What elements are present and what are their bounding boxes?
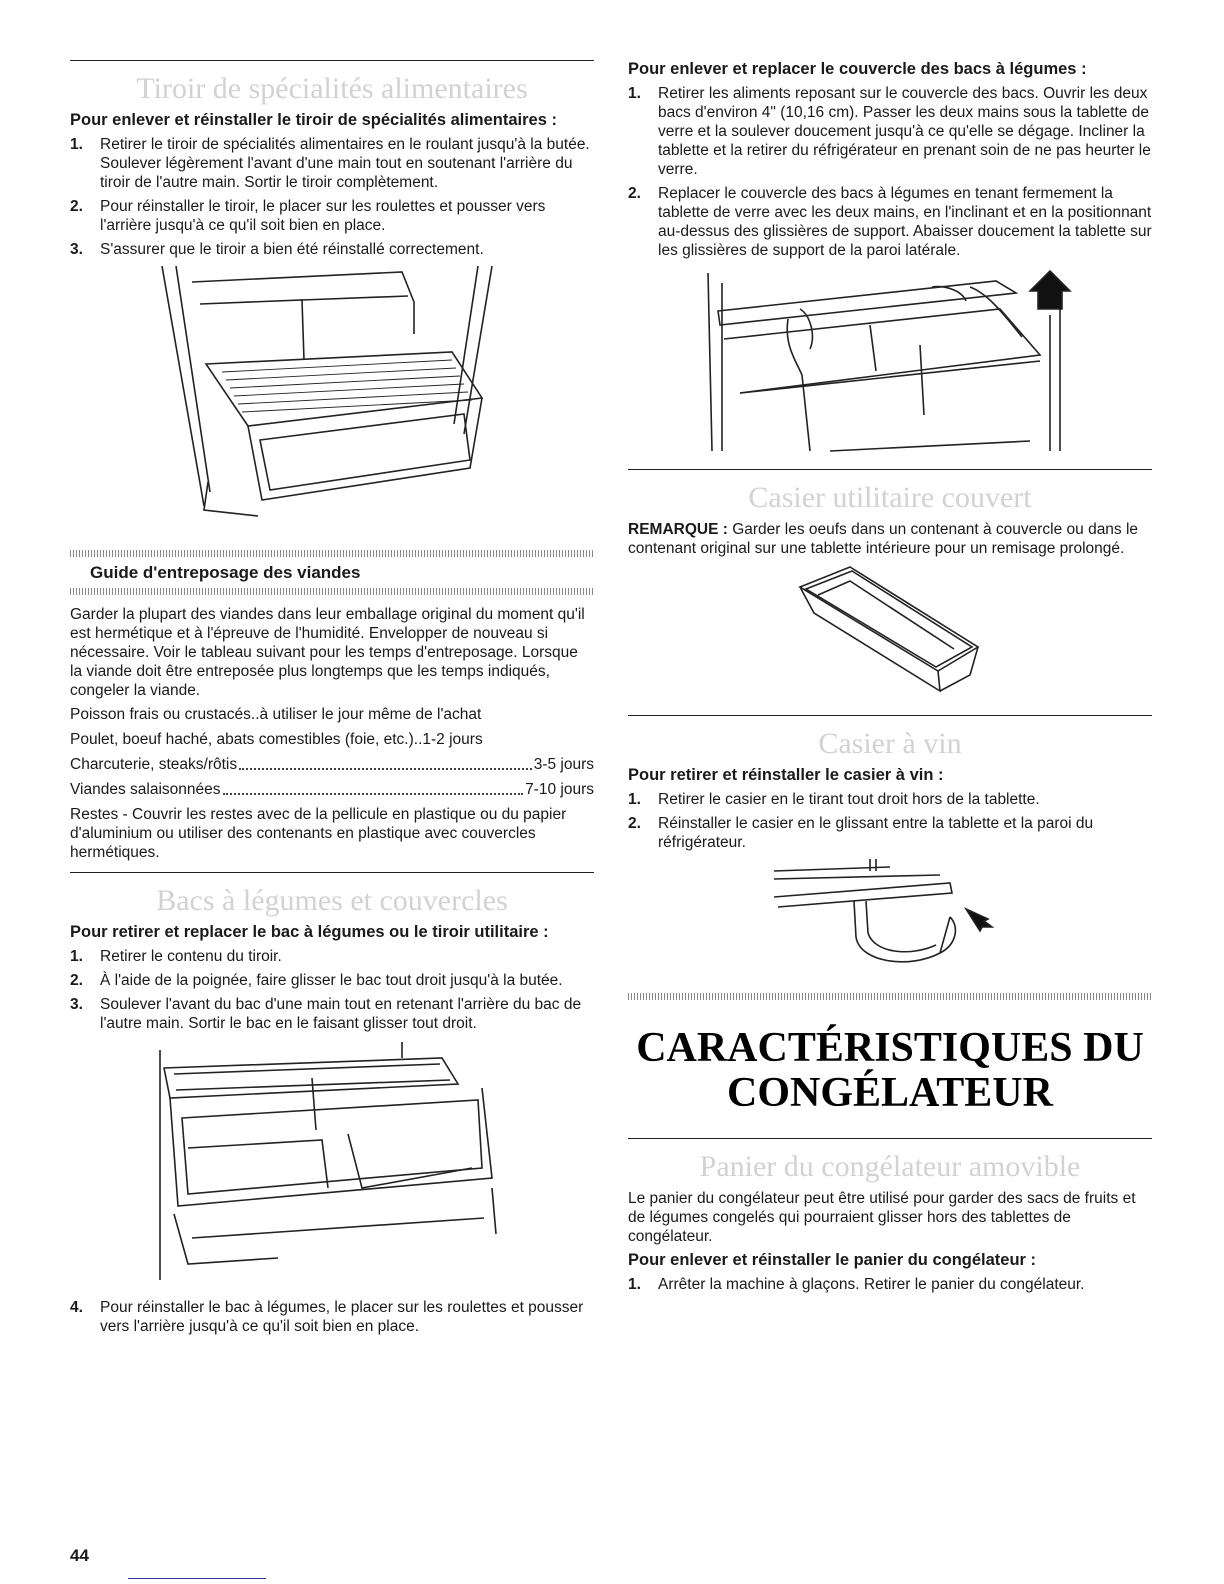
section-hatch [70, 588, 594, 595]
step-text: À l'aide de la poignée, faire glisser le bac tout droit jusqu'à la butée. [100, 972, 563, 989]
step-item [70, 1298, 594, 1336]
step-item [628, 790, 1152, 809]
remarque [628, 520, 1152, 558]
steps-couvercle [628, 84, 1152, 260]
storage-row [70, 705, 594, 724]
footer-rule [128, 1578, 266, 1579]
step-item [70, 197, 594, 235]
step-text: Retirer le casier en le tirant tout droit hors de la tablette. [658, 791, 1040, 808]
guide-title: Guide d'entreposage des viandes [90, 563, 361, 582]
chapter-title-line: CONGÉLATEUR [727, 1070, 1053, 1116]
step-item [628, 814, 1152, 852]
guide-leftovers: Restes - Couvrir les restes avec de la pellicule en plastique ou du papier d'aluminium ou utiliser des contenants en plastique avec couvercles hermétiques. [70, 806, 567, 861]
bac-legumes-illustration [152, 1038, 512, 1288]
step-number: 2. [70, 198, 83, 215]
step-text: Réinstaller le casier en le glissant entre la tablette et la paroi du réfrigérateur. [658, 815, 1094, 851]
step-item [628, 1275, 1152, 1294]
subheading-tiroir: Pour enlever et réinstaller le tiroir de spécialités alimentaires : [70, 111, 557, 129]
step-text: Pour réinstaller le tiroir, le placer sur les roulettes et pousser vers l'arrière jusqu'à ce qu'il soit bien en place. [100, 198, 546, 234]
step-text: S'assurer que le tiroir a bien été réinstallé correctement. [100, 241, 484, 258]
dot-leader [223, 793, 524, 795]
storage-label: Charcuterie, steaks/rôtis [70, 756, 238, 773]
steps-bacs [70, 947, 594, 1033]
guide-intro: Garder la plupart des viandes dans leur emballage original du moment qu'il est hermétique et à l'épreuve de l'humidité. Envelopper de nouveau si nécessaire. Voir le tableau suivant pour les temps d'entreposage. Lorsque la viande doit être entreposée plus longtemps que les temps indiqués, congeler la viande. [70, 606, 585, 699]
page-number: 44 [70, 1546, 89, 1565]
tiroir-illustration [152, 264, 512, 536]
section-title-tiroir: Tiroir de spécialités alimentaires [136, 72, 528, 105]
couvercle-illustration [700, 265, 1080, 455]
step-item [70, 947, 594, 966]
step-number: 1. [70, 136, 83, 153]
step-number: 2. [628, 815, 641, 832]
steps-panier [628, 1275, 1152, 1294]
subheading-couvercle: Pour enlever et replacer le couvercle des bacs à légumes : [628, 60, 1087, 78]
storage-value: 3-5 jours [533, 756, 594, 773]
step-number: 4. [70, 1299, 83, 1316]
step-text: Pour réinstaller le bac à légumes, le placer sur les roulettes et pousser vers l'arrière jusqu'à ce qu'il soit bien en place. [100, 1299, 584, 1335]
section-title-casier-utilitaire: Casier utilitaire couvert [748, 481, 1032, 514]
panier-intro: Le panier du congélateur peut être utilisé pour garder des sacs de fruits et de légumes congelés qui pourraient glisser hors des tablettes de congélateur. [628, 1190, 1136, 1245]
storage-label: Poisson frais ou crustacés.. [70, 706, 260, 723]
section-title-bacs: Bacs à légumes et couvercles [156, 884, 508, 917]
storage-label: Poulet, boeuf haché, abats comestibles (foie, etc.).. [70, 731, 423, 748]
steps-tiroir [70, 135, 594, 259]
step-item [70, 135, 594, 192]
storage-label: Viandes salaisonnées [70, 781, 221, 798]
step-number: 1. [70, 948, 83, 965]
remarque-text: Garder les oeufs dans un contenant à couvercle ou dans le contenant original sur une tablette intérieure pour un remisage prolongé. [628, 521, 1139, 557]
step-item [70, 971, 594, 990]
subheading-casier-vin: Pour retirer et réinstaller le casier à vin : [628, 766, 944, 784]
storage-value: à utiliser le jour même de l'achat [259, 706, 482, 723]
step-item [70, 995, 594, 1033]
step-number: 2. [628, 185, 641, 202]
step-number: 3. [70, 241, 83, 258]
casier-vin-illustration [770, 857, 1010, 973]
step-number: 1. [628, 1276, 641, 1293]
section-rule [70, 60, 594, 61]
step-text: Soulever l'avant du bac d'une main tout en retenant l'arrière du bac de l'autre main. Sortir le bac en le faisant glisser tout droit. [100, 996, 582, 1032]
chapter-title [628, 1026, 1152, 1116]
step-text: Retirer le tiroir de spécialités alimentaires en le roulant jusqu'à la butée. Soulever légèrement l'avant d'une main tout en soutenant l'arrière du tiroir de l'autre main. Sortir le tiroir complètement. [100, 136, 590, 191]
storage-value: 1-2 jours [422, 731, 483, 748]
step-number: 1. [628, 85, 641, 102]
steps-casier-vin [628, 790, 1152, 852]
subheading-bacs: Pour retirer et replacer le bac à légumes ou le tiroir utilitaire : [70, 923, 549, 941]
section-rule [628, 1138, 1152, 1139]
section-hatch [628, 993, 1152, 1000]
step-item [628, 184, 1152, 260]
left-column [70, 60, 594, 1341]
chapter-title-line: CARACTÉRISTIQUES DU [636, 1025, 1144, 1071]
section-rule [628, 469, 1152, 470]
storage-row [70, 755, 594, 774]
section-title-casier-vin: Casier à vin [818, 727, 962, 760]
section-rule [70, 872, 594, 873]
steps-bacs-cont [70, 1298, 594, 1336]
storage-value: 7-10 jours [525, 781, 594, 798]
step-number: 3. [70, 996, 83, 1013]
storage-row [70, 730, 594, 749]
step-text: Arrêter la machine à glaçons. Retirer le panier du congélateur. [658, 1276, 1085, 1293]
subheading-panier: Pour enlever et réinstaller le panier du congélateur : [628, 1251, 1037, 1269]
section-rule [628, 715, 1152, 716]
section-hatch [70, 550, 594, 557]
step-item [70, 240, 594, 259]
step-number: 1. [628, 791, 641, 808]
casier-utilitaire-illustration [790, 563, 990, 693]
step-item [628, 84, 1152, 179]
step-number: 2. [70, 972, 83, 989]
remarque-label: REMARQUE : [628, 521, 728, 538]
dot-leader [239, 768, 532, 770]
section-title-panier: Panier du congélateur amovible [699, 1150, 1081, 1183]
right-column [628, 60, 1152, 1299]
storage-row [70, 780, 594, 799]
step-text: Replacer le couvercle des bacs à légumes en tenant fermement la tablette de verre avec les deux mains, en l'inclinant et en la positionnant au-dessus des glissières de support. Abaisser doucement la tablette sur les glissières de support de la paroi latérale. [658, 185, 1152, 259]
step-text: Retirer les aliments reposant sur le couvercle des bacs. Ouvrir les deux bacs d'environ 4" (10,16 cm). Passer les deux mains sous la tablette de verre et la soulever doucement jusqu'à ce qu'elle se dégage. Incliner la tablette et la retirer du réfrigérateur en prenant soin de ne pas heurter le verre. [658, 85, 1151, 178]
step-text: Retirer le contenu du tiroir. [100, 948, 282, 965]
